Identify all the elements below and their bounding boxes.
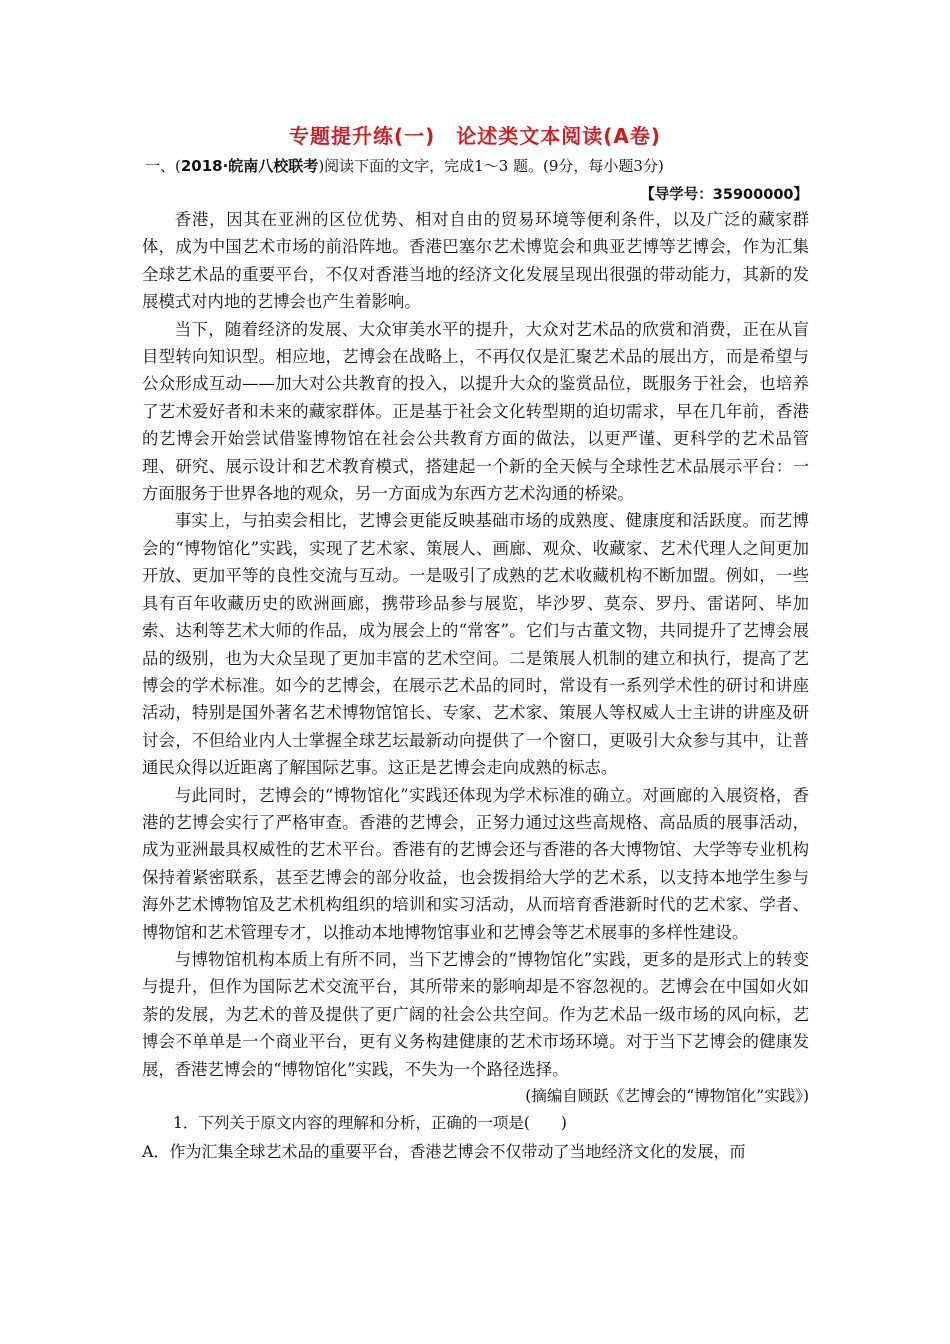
article-body [142,206,809,1165]
option-a: A．作为汇集全球艺术品的重要平台，香港艺博会不仅带动了当地经济文化的发展，而 [142,1141,746,1161]
instruction-source: 2018·皖南八校联考 [180,157,319,175]
page-title: 专题提升练(一) 论述类文本阅读(A卷) [288,124,662,148]
article-source: (摘编自顾跃《艺博会的“博物馆化”实践》) [525,1087,809,1105]
question-1: 1．下列关于原文内容的理解和分析，正确的一项是( ) [173,1114,567,1133]
guide-number: 【导学号：35900000】 [640,187,808,203]
section-instruction [145,155,664,176]
paragraph-3: 事实上，与拍卖会相比，艺博会更能反映基础市场的成熟度、健康度和活跃度。而艺博会的“博物馆化”实践，实现了艺术家、策展人、画廊、观众、收藏家、艺术代理人之间更加开放、更加平等的良性交流与互动。一是吸引了成熟的艺术收藏机构不断加盟。例如，一些具有百年收藏历史的欧洲画廊，携带珍品参与展览，毕沙罗、莫奈、罗丹、雷诺阿、毕加索、达利等艺术大师的作品，成为展会上的“常客”。它们与古董文物，共同提升了艺博会展品的级别，也为大众呈现了更加丰富的艺术空间。二是策展人机制的建立和执行，提高了艺博会的学术标准。如今的艺博会，在展示艺术品的同时，常设有一系列学术性的研讨和讲座活动，特别是国外著名艺术博物馆馆长、专家、艺术家、策展人等权威人士主讲的讲座及研讨会，不但给业内人士掌握全球艺坛最新动向提供了一个窗口，更吸引大众参与其中，让普通民众得以近距离了解国际艺事。这正是艺博会走向成熟的标志。 [142,511,809,778]
instruction-text: )阅读下面的文字，完成1～3 题。(9分，每小题3分) [318,157,664,175]
paragraph-4: 与此同时，艺博会的“博物馆化”实践还体现为学术标准的确立。对画廊的入展资格，香港的艺博会实行了严格审查。香港的艺博会，正努力通过这些高规格、高品质的展事活动，成为亚洲最具权威性的艺术平台。香港有的艺博会还与香港的各大博物馆、大学等专业机构保持着紧密联系，甚至艺博会的部分收益，也会拨捐给大学的艺术系，以支持本地学生参与海外艺术博物馆及艺术机构组织的培训和实习活动，从而培育香港新时代的艺术家、学者、博物馆和艺术管理专才，以推动本地博物馆事业和艺博会等艺术展事的多样性建设。 [142,785,809,942]
instruction-prefix: 一、( [145,157,181,175]
paragraph-1: 香港，因其在亚洲的区位优势、相对自由的贸易环境等便利条件，以及广泛的藏家群体，成为中国艺术市场的前沿阵地。香港巴塞尔艺术博览会和典亚艺博等艺博会，作为汇集全球艺术品的重要平台，不仅对香港当地的经济文化发展呈现出很强的带动能力，其新的发展模式对内地的艺博会也产生着影响。 [142,210,809,312]
paragraph-2: 当下，随着经济的发展、大众审美水平的提升，大众对艺术品的欣赏和消费，正在从盲目型转向知识型。相应地，艺博会在战略上，不再仅仅是汇聚艺术品的展出方，而是希望与公众形成互动——加大对公共教育的投入，以提升大众的鉴赏品位，既服务于社会，也培养了艺术爱好者和未来的藏家群体。正是基于社会文化转型期的迫切需求，早在几年前，香港的艺博会开始尝试借鉴博物馆在社会公共教育方面的做法，以更严谨、更科学的艺术品管理、研究、展示设计和艺术教育模式，搭建起一个新的全天候与全球性艺术品展示平台：一方面服务于世界各地的观众，另一方面成为东西方艺术沟通的桥梁。 [142,319,809,504]
paragraph-5: 与博物馆机构本质上有所不同，当下艺博会的“博物馆化”实践，更多的是形式上的转变与提升，但作为国际艺术交流平台，其所带来的影响却是不容忽视的。艺博会在中国如火如荼的发展，为艺术的普及提供了更广阔的社会公共空间。作为艺术品一级市场的风向标，艺博会不单单是一个商业平台，更有义务构建健康的艺术市场环境。对于当下艺博会的健康发展，香港艺博会的“博物馆化”实践，不失为一个路径选择。 [142,949,809,1079]
